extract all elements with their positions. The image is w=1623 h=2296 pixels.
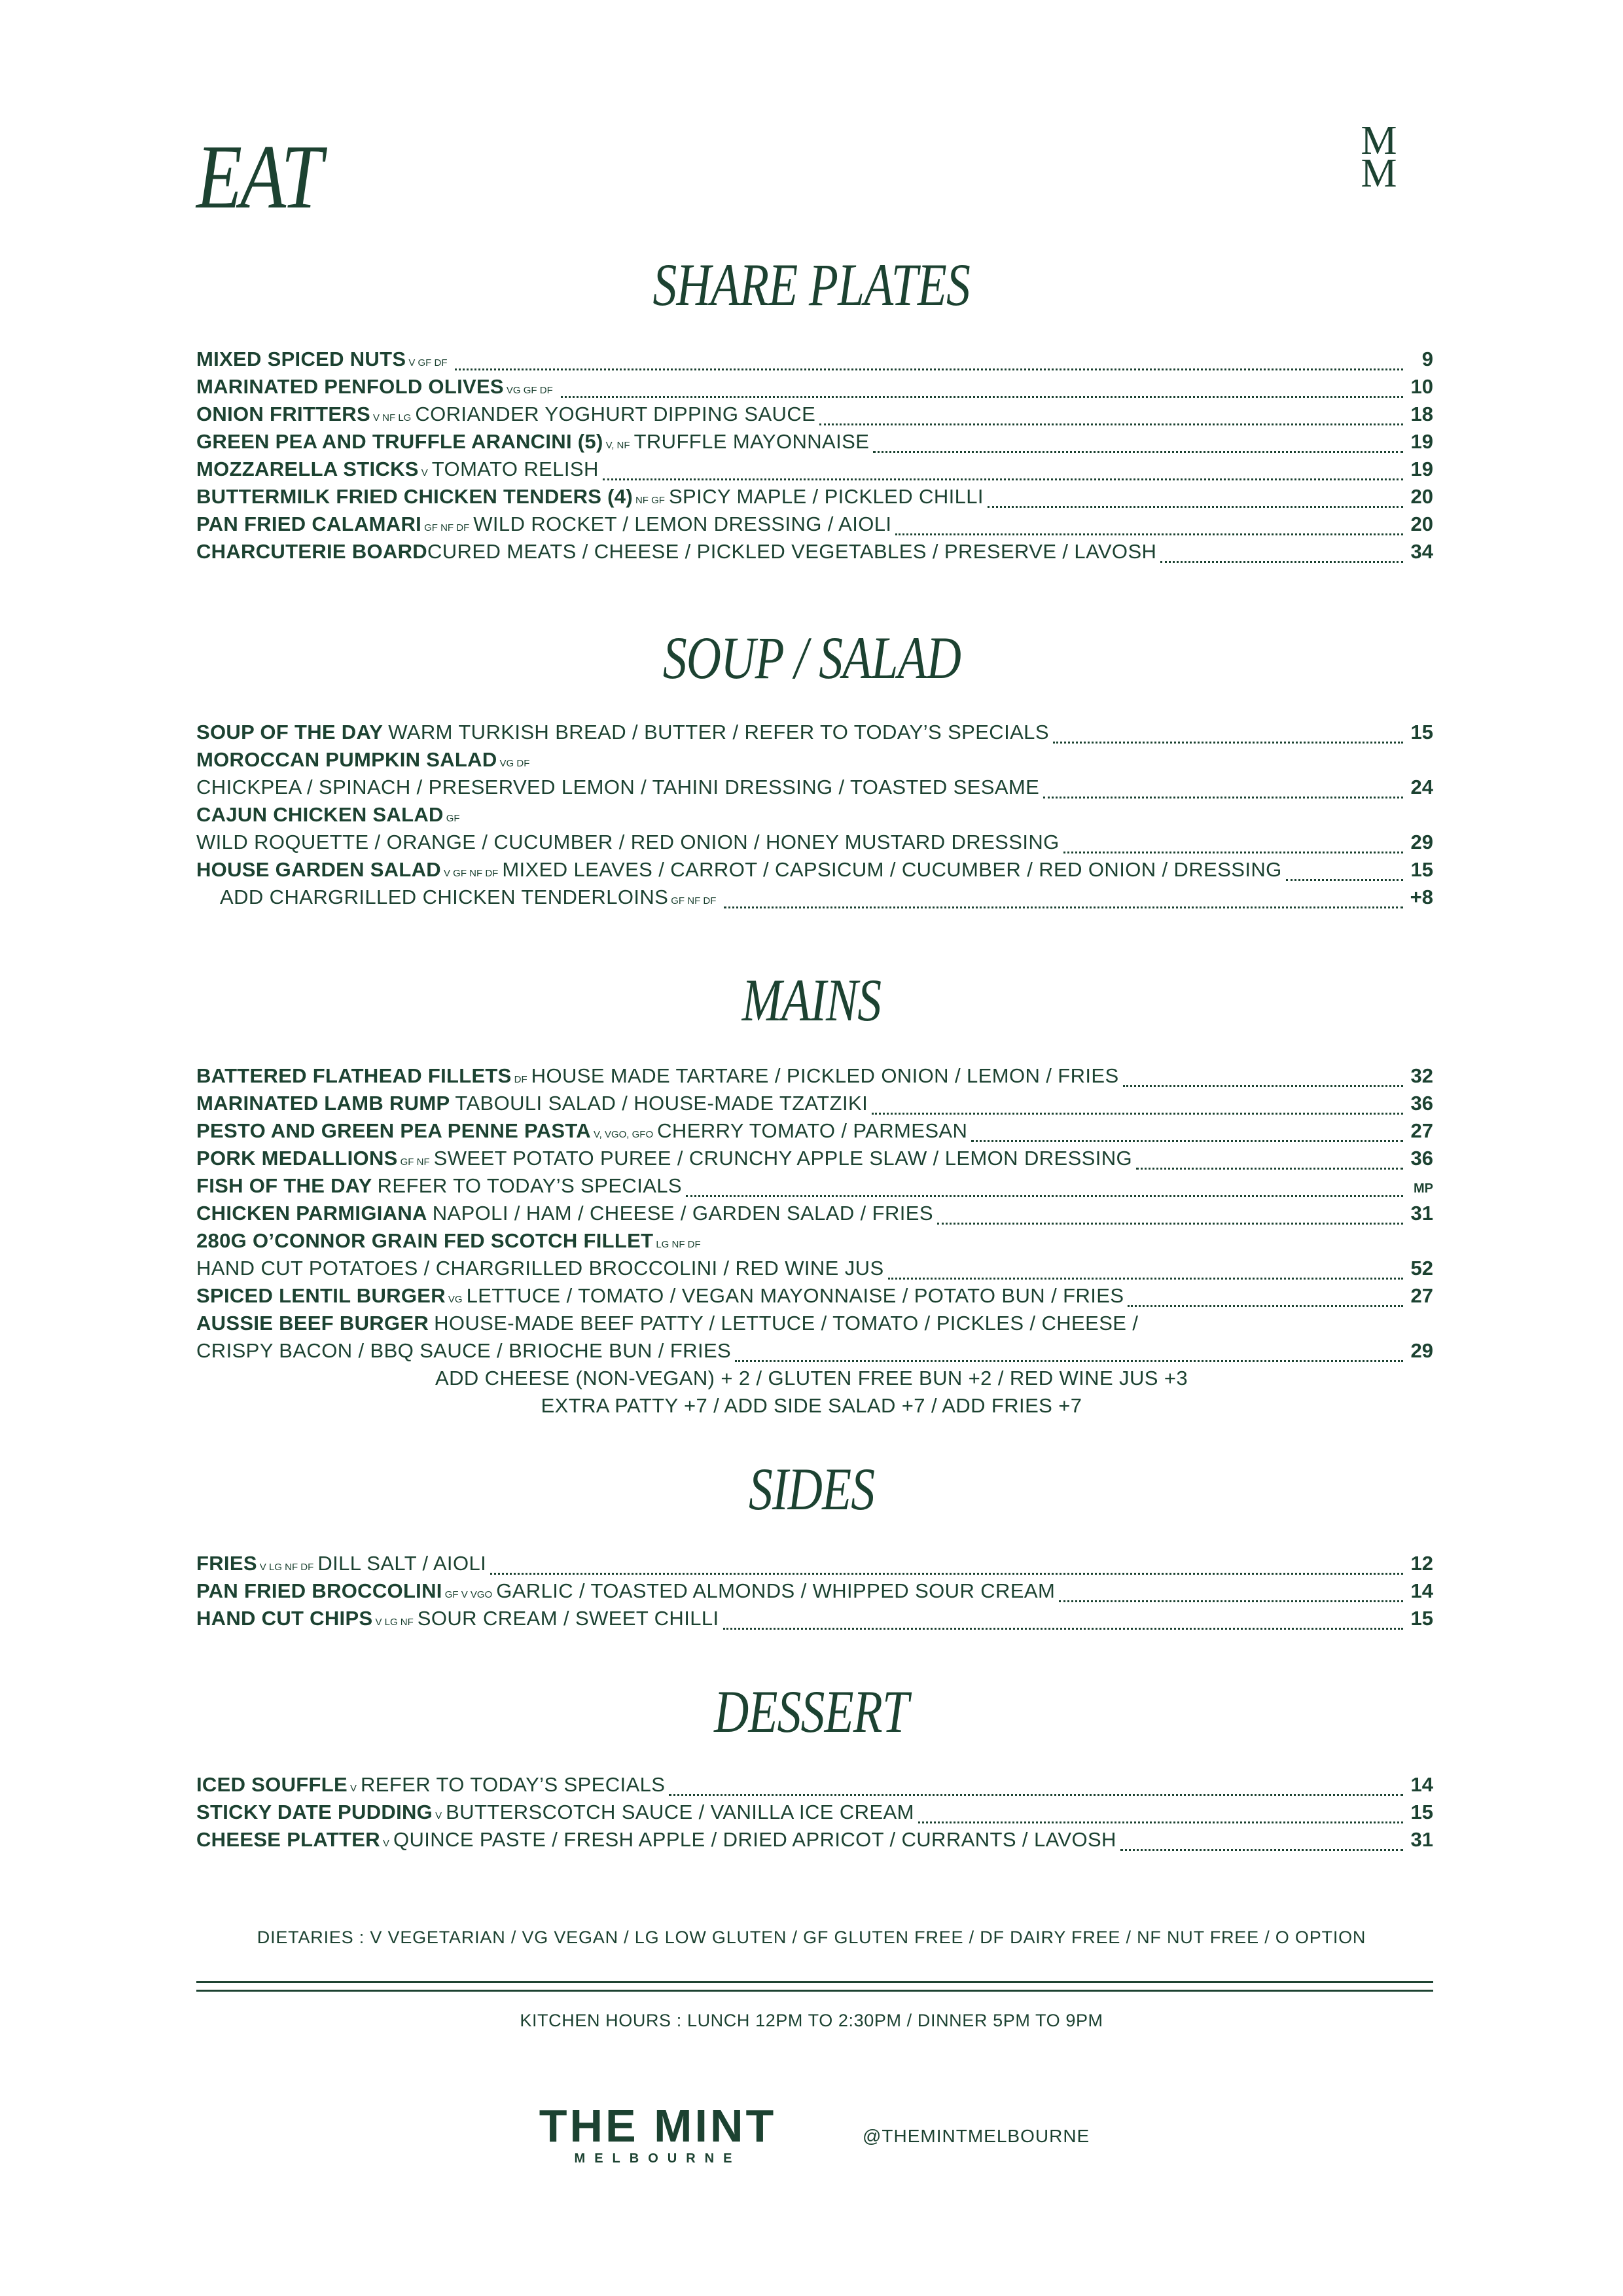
mm-logo bbox=[1356, 118, 1402, 196]
brand-name: THE MINT bbox=[539, 2100, 777, 2151]
list-item: AUSSIE BEEF BURGER HOUSE-MADE BEEF PATTY / LETTUCE / TOMATO / PICKLES / CHEESE / bbox=[196, 1312, 1139, 1335]
list-item: MARINATED LAMB RUMP TABOULI SALAD / HOUSE-MADE TZATZIKI 36 bbox=[196, 1092, 1433, 1115]
kitchen-hours: KITCHEN HOURS : LUNCH 12PM TO 2:30PM / DINNER 5PM TO 9PM bbox=[520, 2011, 1103, 2030]
list-item-detail: HAND CUT POTATOES / CHARGRILLED BROCCOLINI / RED WINE JUS 52 bbox=[196, 1257, 1433, 1280]
list-item: MOZZARELLA STICKS V TOMATO RELISH 19 bbox=[196, 457, 1433, 480]
list-item: SPICED LENTIL BURGER VG LETTUCE / TOMATO / VEGAN MAYONNAISE / POTATO BUN / FRIES 27 bbox=[196, 1284, 1433, 1307]
list-item: CHARCUTERIE BOARD CURED MEATS / CHEESE / PICKLED VEGETABLES / PRESERVE / LAVOSH 34 bbox=[196, 540, 1433, 563]
list-item: MOROCCAN PUMPKIN SALAD VG DF bbox=[196, 748, 530, 771]
soup-salad-list bbox=[196, 719, 1433, 911]
list-item: 280G O’CONNOR GRAIN FED SCOTCH FILLET LG NF DF bbox=[196, 1229, 701, 1252]
list-item: CHICKEN PARMIGIANA NAPOLI / HAM / CHEESE / GARDEN SALAD / FRIES 31 bbox=[196, 1202, 1433, 1225]
list-item-detail: CHICKPEA / SPINACH / PRESERVED LEMON / TAHINI DRESSING / TOASTED SESAME 24 bbox=[196, 776, 1433, 798]
add-on-item: ADD CHARGRILLED CHICKEN TENDERLOINS GF NF DF +8 bbox=[220, 886, 1433, 908]
list-item: BUTTERMILK FRIED CHICKEN TENDERS (4) NF GF SPICY MAPLE / PICKLED CHILLI 20 bbox=[196, 485, 1433, 508]
list-item: FRIES V LG NF DF DILL SALT / AIOLI 12 bbox=[196, 1552, 1433, 1575]
list-item: MIXED SPICED NUTS V GF DF 9 bbox=[196, 348, 1433, 370]
list-item: BATTERED FLATHEAD FILLETS DF HOUSE MADE TARTARE / PICKLED ONION / LEMON / FRIES 32 bbox=[196, 1064, 1433, 1087]
logo-letter-top: M bbox=[1361, 118, 1397, 163]
list-item: CAJUN CHICKEN SALAD GF bbox=[196, 803, 460, 826]
burger-extras-line-2: EXTRA PATTY +7 / ADD SIDE SALAD +7 / ADD FRIES +7 bbox=[541, 1394, 1082, 1417]
list-item: GREEN PEA AND TRUFFLE ARANCINI (5) V, NF TRUFFLE MAYONNAISE 19 bbox=[196, 430, 1433, 453]
share-plates-list bbox=[196, 346, 1433, 565]
divider-top bbox=[196, 1981, 1433, 1983]
list-item: PORK MEDALLIONS GF NF SWEET POTATO PUREE / CRUNCHY APPLE SLAW / LEMON DRESSING 36 bbox=[196, 1147, 1433, 1170]
social-handle: @THEMINTMELBOURNE bbox=[863, 2126, 1090, 2146]
brand-logo bbox=[530, 2101, 785, 2166]
logo-letter-bottom: M bbox=[1361, 151, 1397, 196]
dessert-list bbox=[196, 1771, 1433, 1854]
mains-list bbox=[196, 1062, 1433, 1365]
list-item: CHEESE PLATTER V QUINCE PASTE / FRESH APPLE / DRIED APRICOT / CURRANTS / LAVOSH 31 bbox=[196, 1828, 1433, 1851]
list-item: MARINATED PENFOLD OLIVES VG GF DF 10 bbox=[196, 375, 1433, 398]
list-item: ICED SOUFFLE V REFER TO TODAY’S SPECIALS 14 bbox=[196, 1773, 1433, 1796]
list-item: PESTO AND GREEN PEA PENNE PASTA V, VGO, GFO CHERRY TOMATO / PARMESAN 27 bbox=[196, 1119, 1433, 1142]
burger-extras-line-1: ADD CHEESE (NON-VEGAN) + 2 / GLUTEN FREE BUN +2 / RED WINE JUS +3 bbox=[435, 1367, 1188, 1390]
eat-heading: EAT bbox=[196, 126, 321, 228]
sides-list bbox=[196, 1550, 1433, 1632]
section-title-soup-salad: SOUP / SALAD bbox=[662, 624, 961, 691]
list-item: HOUSE GARDEN SALAD V GF NF DF MIXED LEAVES / CARROT / CAPSICUM / CUCUMBER / RED ONION / DRESSING 15 bbox=[196, 858, 1433, 881]
list-item: SOUP OF THE DAY WARM TURKISH BREAD / BUTTER / REFER TO TODAY’S SPECIALS 15 bbox=[196, 721, 1433, 744]
list-item-detail: WILD ROQUETTE / ORANGE / CUCUMBER / RED ONION / HONEY MUSTARD DRESSING 29 bbox=[196, 831, 1433, 853]
dietaries-legend: DIETARIES : V VEGETARIAN / VG VEGAN / LG LOW GLUTEN / GF GLUTEN FREE / DF DAIRY FREE / NF NUT FREE / O OPTION bbox=[257, 1928, 1366, 1947]
brand-location: MELBOURNE bbox=[574, 2151, 741, 2166]
section-title-dessert: DESSERT bbox=[714, 1678, 909, 1745]
list-item: ONION FRITTERS V NF LG CORIANDER YOGHURT DIPPING SAUCE 18 bbox=[196, 403, 1433, 425]
section-title-sides: SIDES bbox=[748, 1456, 875, 1522]
list-item: FISH OF THE DAY REFER TO TODAY’S SPECIALS MP bbox=[196, 1174, 1433, 1197]
section-title-mains: MAINS bbox=[741, 967, 882, 1033]
section-title-share-plates: SHARE PLATES bbox=[652, 251, 971, 318]
list-item: PAN FRIED BROCCOLINI GF V VGO GARLIC / TOASTED ALMONDS / WHIPPED SOUR CREAM 14 bbox=[196, 1579, 1433, 1602]
list-item: PAN FRIED CALAMARI GF NF DF WILD ROCKET / LEMON DRESSING / AIOLI 20 bbox=[196, 512, 1433, 535]
list-item-detail: CRISPY BACON / BBQ SAUCE / BRIOCHE BUN / FRIES 29 bbox=[196, 1339, 1433, 1362]
list-item: STICKY DATE PUDDING V BUTTERSCOTCH SAUCE / VANILLA ICE CREAM 15 bbox=[196, 1801, 1433, 1823]
divider-bottom bbox=[196, 1990, 1433, 1992]
list-item: HAND CUT CHIPS V LG NF SOUR CREAM / SWEET CHILLI 15 bbox=[196, 1607, 1433, 1630]
